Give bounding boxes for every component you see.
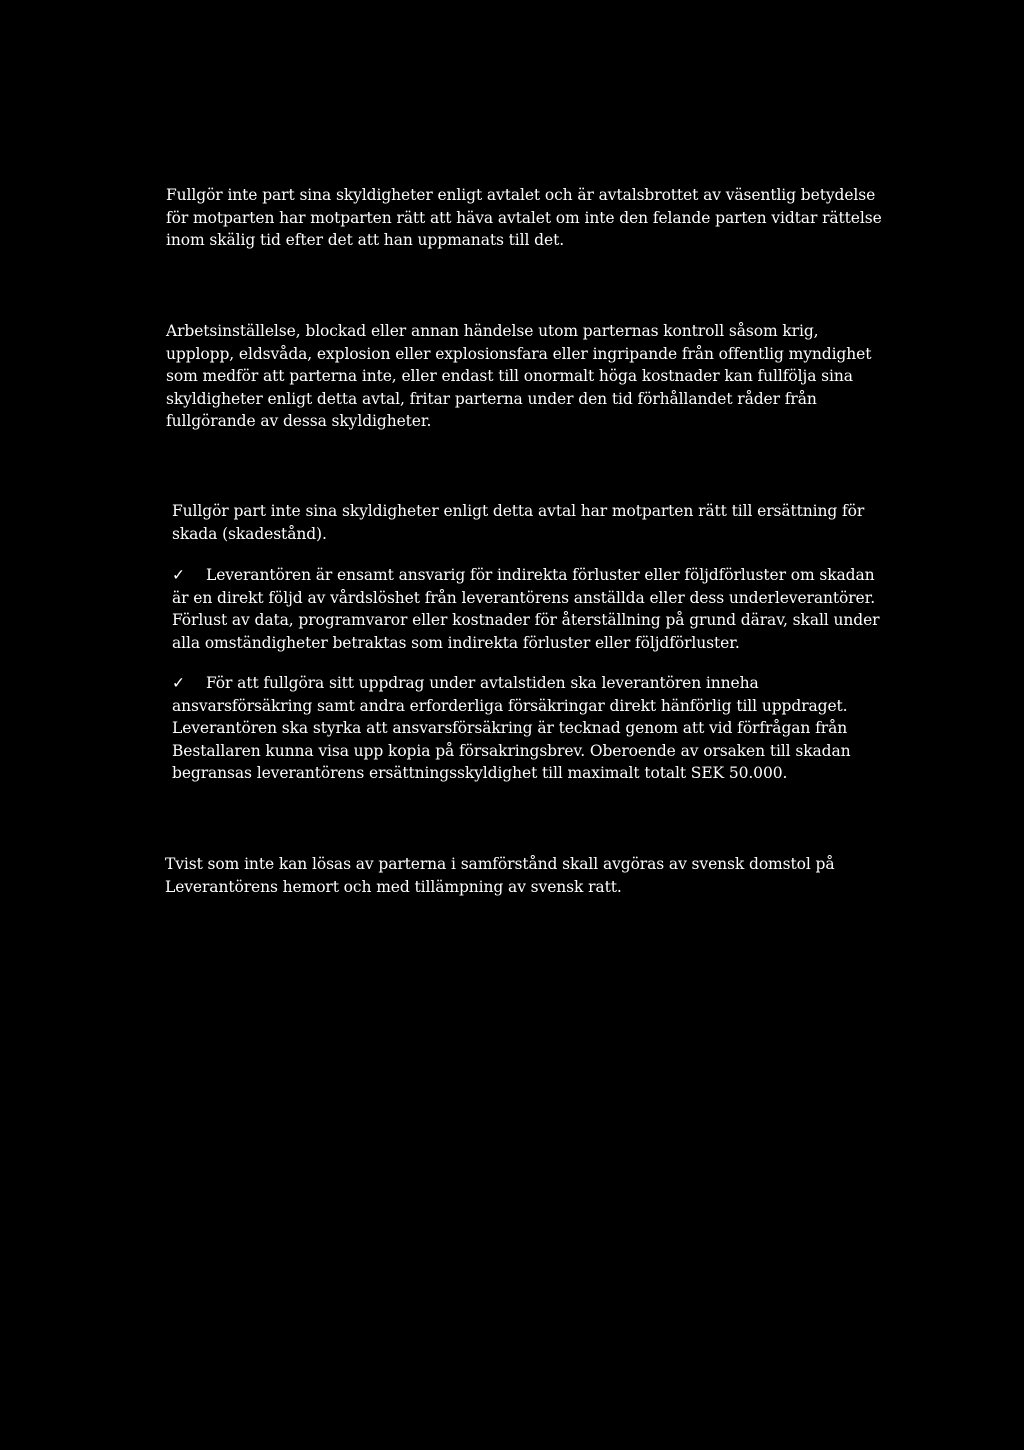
bullet-ansvar [172, 564, 892, 654]
checkmark-icon: ✓ [172, 566, 185, 584]
bullet-forsakring-text: För att fullgöra sitt uppdrag under avtalstiden ska leverantören inneha ansvarsförsäkring samt andra erforderliga försäkringar direkt hänförlig till uppdraget. Leverantören ska styrka att ansvarsförsäkring är tecknad genom att vid förfrågan från Bestallaren kunna visa upp kopia på försakringsbrev. Oberoende av orsaken till skadan begransas leverantörens ersättningsskyldighet till maximalt totalt SEK 50.000. [172, 674, 851, 782]
bullet-ansvar-text: Leverantören är ensamt ansvarig för indirekta förluster eller följdförluster om skadan är en direkt följd av vårdslöshet från leverantörens anställda eller dess underleverantörer. Förlust av data, programvaror eller kostnader för återställning på grund därav, skall under alla omständigheter betraktas som indirekta förluster eller följdförluster. [172, 566, 880, 652]
paragraph-skadestand: Fullgör part inte sina skyldigheter enligt detta avtal har motparten rätt till ersättning för skada (skadestånd). [172, 502, 865, 543]
paragraph-hava-avtal: Fullgör inte part sina skyldigheter enligt avtalet och är avtalsbrottet av väsentlig betydelse för motparten har motparten rätt att häva avtalet om inte den felande parten vidtar rättelse inom skälig tid efter det att han uppmanats till det. [166, 186, 882, 249]
checkmark-icon: ✓ [172, 674, 185, 692]
bullet-forsakring [172, 672, 892, 785]
paragraph-tvist: Tvist som inte kan lösas av parterna i samförstånd skall avgöras av svensk domstol på Leverantörens hemort och med tillämpning av svensk ratt. [165, 855, 835, 896]
paragraph-force-majeure: Arbetsinställelse, blockad eller annan händelse utom parternas kontroll såsom krig, upplopp, eldsvåda, explosion eller explosionsfara eller ingripande från offentlig myndighet som medför att parterna inte, eller endast till onormalt höga kostnader kan fullfölja sina skyldigheter enligt detta avtal, fritar parterna under den tid förhållandet råder från fullgörande av dessa skyldigheter. [166, 322, 872, 430]
